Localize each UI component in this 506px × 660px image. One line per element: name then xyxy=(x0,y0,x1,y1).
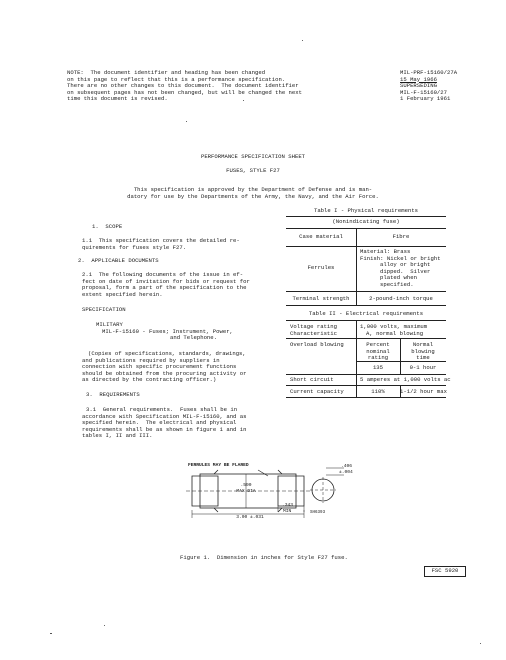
superseding-label: SUPERSEDING xyxy=(400,82,437,89)
superseded-id: MIL-F-15160/27 xyxy=(400,88,447,96)
end-dimension-tolerance: ±.004 xyxy=(339,470,353,475)
paragraph-line: fect on date of invitation for bids or request for xyxy=(82,277,250,285)
ferrule-length-min: MIN xyxy=(283,509,292,514)
paragraph-line: connection with specific procurement functions xyxy=(82,363,237,370)
overload-percent: 135 xyxy=(372,364,384,371)
ferrule-note: FERRULES MAY BE FLARED xyxy=(188,463,249,468)
current-capacity-label: Current capacity xyxy=(290,388,344,395)
figure-caption: Figure 1. Dimension in inches for Style F27 fuse. xyxy=(180,554,348,561)
short-circuit-value: 5 amperes at 1,000 volts ac xyxy=(360,376,451,383)
ferrules-line: plated when xyxy=(380,274,417,281)
superseded-date: 1 February 1961 xyxy=(400,95,451,102)
paragraph-line: as directed by the contracting officer.) xyxy=(82,376,217,383)
paragraph-line: quirements for fuses style F27. xyxy=(82,243,187,251)
doc-date: 15 May 1966 xyxy=(400,75,437,83)
ferrules-label: Ferrules xyxy=(307,264,335,271)
scan-speck xyxy=(302,40,303,41)
scope-heading: 1. SCOPE xyxy=(92,223,123,230)
ferrules-line: Finish: Nickel or bright xyxy=(360,254,441,262)
sheet-title: PERFORMANCE SPECIFICATION SHEET xyxy=(200,153,306,160)
applicable-heading: 2. APPLICABLE DOCUMENTS xyxy=(78,257,159,264)
note-line: time this document is revised. xyxy=(67,95,168,102)
current-capacity-time: 1-1/2 hour max xyxy=(400,388,447,395)
short-circuit-label: Short circuit xyxy=(290,376,334,383)
fsc-code: FSC 5920 xyxy=(431,567,459,574)
paragraph-line: tables I, II and III. xyxy=(82,432,153,439)
doc-id: MIL-PRF-15160/27A xyxy=(400,69,458,76)
paragraph-line: extent specified herein. xyxy=(82,290,163,298)
end-dimension: .406 xyxy=(341,464,353,469)
sheet-subject: FUSES, STYLE F27 xyxy=(226,167,280,174)
approval-line: This specification is approved by the Department of Defense and is man- xyxy=(133,186,373,193)
ferrules-line: Material: Brass xyxy=(360,248,411,255)
requirements-heading: 3. REQUIREMENTS xyxy=(86,391,140,398)
column-header-normal: time xyxy=(416,354,430,361)
case-label: Case material xyxy=(299,233,343,240)
scan-speck xyxy=(480,643,481,644)
paragraph-line: specified herein. The electrical and physical xyxy=(82,419,237,426)
note-line: There are no other changes to this document. The document identifier xyxy=(67,82,299,89)
mil-reference: and Telephone. xyxy=(170,334,217,341)
terminal-label: Terminal strength xyxy=(292,295,350,302)
paragraph-line: accordance with Specification MIL-F-15160, and as xyxy=(82,412,247,420)
table-title: Table II - Electrical requirements xyxy=(308,310,424,317)
voltage-value: 1,000 volts, maximum xyxy=(360,323,428,330)
diameter-value: .590 xyxy=(240,483,252,488)
current-capacity-percent: 110% xyxy=(371,388,385,395)
table-title: Table I - Physical requirements xyxy=(313,207,419,214)
paragraph-line: and publications required by suppliers in xyxy=(82,356,220,364)
ferrule-length: .343 xyxy=(282,503,294,508)
note-line: on this page to reflect that this is a performance specification. xyxy=(67,75,286,83)
column-header-percent: nominal xyxy=(366,347,390,355)
voltage-label: Voltage rating xyxy=(290,323,337,330)
paragraph-line: 2.1 The following documents of the issue in ef- xyxy=(82,271,244,278)
note-line: on subsequent pages has not been changed, but will be changed the next xyxy=(67,88,302,96)
scan-speck xyxy=(243,100,244,101)
approval-line: datory for use by the Departments of the Army, the Navy, and the Air Force. xyxy=(127,192,379,200)
mil-reference: MIL-F-15160 - Fuses; Instrument, Power, xyxy=(102,327,233,335)
overall-length: 3.00 ±.031 xyxy=(236,515,264,520)
spec-heading: SPECIFICATION xyxy=(82,306,126,313)
table-subtitle: (Nonindicating fuse) xyxy=(332,218,400,225)
scan-speck xyxy=(50,633,52,634)
column-header-normal: blowing xyxy=(411,347,435,355)
paragraph-line: (Copies of specifications, standards, drawings, xyxy=(88,350,246,357)
ferrules-line: specified. xyxy=(380,280,414,288)
terminal-value: 2-pound-inch torque xyxy=(369,295,433,302)
paragraph-line: 1.1 This specification covers the detailed re- xyxy=(82,237,240,244)
paragraph-line: requirements shall be as shown in figure 1 and in xyxy=(82,425,247,433)
drawing-code: SH6393 xyxy=(310,511,326,515)
paragraph-line: proposal, form a part of the specification to the xyxy=(82,284,247,291)
ferrules-line: dipped. Silver xyxy=(380,267,431,275)
overload-label: Overload blowing xyxy=(290,341,344,348)
military-label: MILITARY xyxy=(96,321,123,328)
note-line: NOTE: The document identifier and heading has been changed xyxy=(67,69,266,76)
column-header-normal: Normal xyxy=(412,341,434,348)
case-value: Fibre xyxy=(392,233,410,240)
overload-time: 0-1 hour xyxy=(409,364,437,371)
ferrules-line: alloy or bright xyxy=(380,261,431,268)
paragraph-line: 3.1 General requirements. Fuses shall be in xyxy=(86,406,238,413)
characteristic-label: Characteristic xyxy=(290,329,337,337)
column-header-percent: rating xyxy=(367,354,389,361)
column-header-percent: Percent xyxy=(366,341,390,348)
paragraph-line: should be obtained from the procuring activity or xyxy=(82,369,247,377)
diameter-label: MAX DIA xyxy=(236,489,256,494)
characteristic-value: A, normal blowing xyxy=(366,329,424,337)
